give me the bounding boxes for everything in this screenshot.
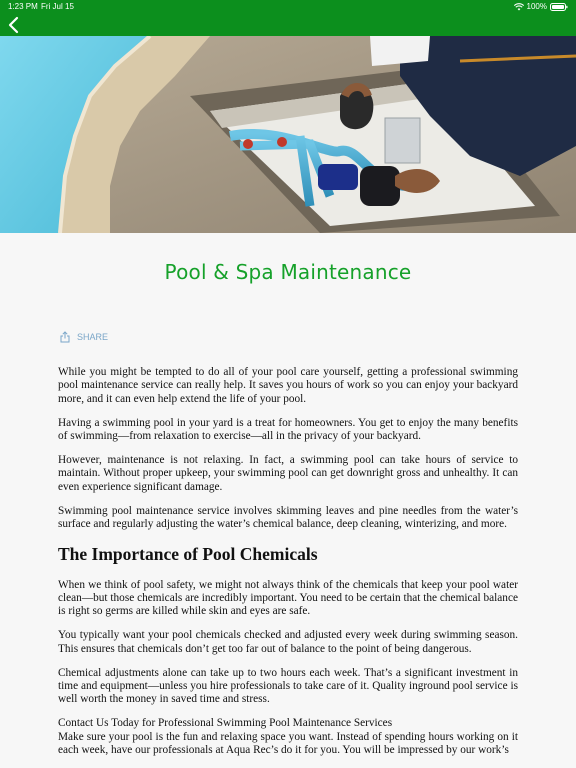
article-body [58,366,518,768]
pool-equipment-photo [0,36,576,233]
paragraph: Contact Us Today for Professional Swimming Pool Maintenance Services [58,717,393,730]
paragraph: While you might be tempted to do all of your pool care yourself, getting a professional swimming pool maintenance service can really help. It saves you hours of work so you can enjoy your backyard more, and it can even help extend the life of your pool. [58,366,518,405]
wifi-icon [514,3,524,11]
share-icon [60,331,70,343]
battery-percent: 100% [526,2,547,11]
status-bar [0,0,576,14]
section-heading: The Importance of Pool Chemicals [58,543,318,564]
paragraph: Swimming pool maintenance service involves skimming leaves and pine needles from the water’s surface and regularly adjusting the water’s chemical balance, deep cleaning, winterizing, and more. [58,504,518,531]
paragraph: Chemical adjustments alone can take up to two hours each week. That’s a significant investment in time and equipment—unless you hire professionals to take care of it. Quality inground pool service is well worth the money in saved time and stress. [58,666,518,706]
nav-bar [0,14,576,36]
page-title: Pool & Spa Maintenance [164,260,412,284]
status-time: 1:23 PM [8,2,38,11]
status-right [514,2,568,11]
paragraph: Having a swimming pool in your yard is a treat for homeowners. You get to enjoy the many benefits of swimming—from relaxation to exercise—all in the privacy of your backyard. [58,416,518,443]
hero-image [0,36,576,233]
share-button[interactable] [60,331,108,343]
share-label: SHARE [77,332,109,342]
back-chevron-icon[interactable] [6,16,22,34]
battery-icon [550,3,568,11]
paragraph: When we think of pool safety, we might not always think of the chemicals that keep your pool water clean—but those chemicals are incredibly important. You need to be certain that the chemical balance is right so germs are killed while skin and eyes are safe. [58,578,518,618]
status-date: Fri Jul 15 [41,2,74,11]
paragraph: However, maintenance is not relaxing. In fact, a swimming pool can take hours of service to maintain. Without proper upkeep, your swimming pool can get downright gross and unhealthy. It can even experience significant damage. [58,454,518,493]
paragraph: Make sure your pool is the fun and relaxing space you want. Instead of spending hours working on it each week, have our professionals at Aqua Rec’s do it for you. You will be impressed by our work’s [58,730,518,757]
paragraph: You typically want your pool chemicals checked and adjusted every week during swimming season. This ensures that chemicals don’t get too far out of balance to the point of being dangerous. [58,629,518,655]
